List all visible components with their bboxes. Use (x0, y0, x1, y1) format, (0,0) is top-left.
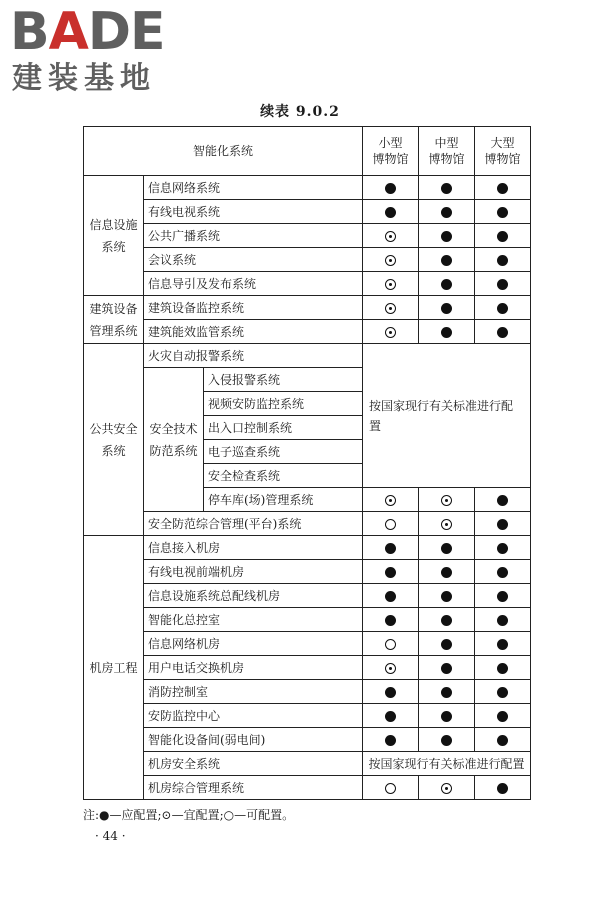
config-cell-small (363, 248, 419, 272)
config-cell-large (475, 248, 531, 272)
config-cell-small (363, 176, 419, 200)
config-dot-icon (385, 687, 396, 698)
config-cell-large (475, 584, 531, 608)
group-building-management: 建筑设备 管理系统 (84, 296, 144, 344)
config-dot-icon (497, 183, 508, 194)
config-dot-icon (385, 543, 396, 554)
item-label: 入侵报警系统 (204, 368, 363, 392)
config-dot-icon (441, 207, 452, 218)
config-cell-medium (419, 488, 475, 512)
table-row (84, 272, 531, 296)
config-dot-icon (497, 663, 508, 674)
config-cell-large (475, 536, 531, 560)
config-cell-large (475, 656, 531, 680)
config-ringdot-icon (385, 255, 396, 266)
config-cell-large (475, 272, 531, 296)
group-security-tech: 安全技术 防范系统 (144, 368, 204, 512)
config-cell-large (475, 680, 531, 704)
config-dot-icon (497, 591, 508, 602)
item-label: 公共广播系统 (144, 224, 363, 248)
config-dot-icon (441, 327, 452, 338)
config-dot-icon (497, 615, 508, 626)
config-dot-icon (497, 519, 508, 530)
config-cell-large (475, 224, 531, 248)
brand-wordmark: BADE (10, 2, 165, 62)
config-cell-small (363, 200, 419, 224)
config-cell-small (363, 584, 419, 608)
config-ringdot-icon (385, 663, 396, 674)
config-dot-icon (441, 567, 452, 578)
config-cell-small (363, 296, 419, 320)
config-ringdot-icon (385, 303, 396, 314)
config-ringdot-icon (385, 231, 396, 242)
config-cell-large (475, 296, 531, 320)
header-system: 智能化系统 (84, 127, 363, 176)
item-label: 停车库(场)管理系统 (204, 488, 363, 512)
table-row (84, 680, 531, 704)
brand-subtitle: 建装基地 (12, 61, 156, 96)
item-label: 信息网络机房 (144, 632, 363, 656)
config-dot-icon (497, 303, 508, 314)
item-label: 信息接入机房 (144, 536, 363, 560)
item-label: 出入口控制系统 (204, 416, 363, 440)
config-cell-small (363, 680, 419, 704)
item-label: 智能化总控室 (144, 608, 363, 632)
table-row (84, 560, 531, 584)
config-dot-icon (385, 711, 396, 722)
table-row (84, 344, 531, 368)
config-dot-icon (385, 567, 396, 578)
config-dot-icon (497, 543, 508, 554)
group-public-security: 公共安全 系统 (84, 344, 144, 536)
config-ringdot-icon (385, 327, 396, 338)
config-dot-icon (441, 183, 452, 194)
config-cell-large (475, 632, 531, 656)
config-dot-icon (441, 639, 452, 650)
config-dot-icon (497, 687, 508, 698)
config-dot-icon (497, 639, 508, 650)
table-row (84, 512, 531, 536)
brand-logo (10, 4, 190, 100)
config-cell-small (363, 488, 419, 512)
config-dot-icon (441, 543, 452, 554)
config-cell-medium (419, 176, 475, 200)
item-label: 信息网络系统 (144, 176, 363, 200)
config-cell-medium (419, 200, 475, 224)
item-label: 机房安全系统 (144, 752, 363, 776)
config-cell-medium (419, 632, 475, 656)
config-dot-icon (497, 711, 508, 722)
header-large: 大型 博物馆 (475, 127, 531, 176)
config-dot-icon (497, 327, 508, 338)
item-label: 安全检查系统 (204, 464, 363, 488)
config-cell-small (363, 704, 419, 728)
config-cell-medium (419, 776, 475, 800)
config-ringdot-icon (385, 279, 396, 290)
table-caption: 续表 9.0.2 (260, 104, 340, 120)
config-cell-large (475, 608, 531, 632)
config-cell-medium (419, 560, 475, 584)
config-ringdot-icon (441, 519, 452, 530)
config-ringdot-icon (441, 495, 452, 506)
config-dot-icon (441, 591, 452, 602)
config-cell-medium (419, 704, 475, 728)
config-cell-small (363, 272, 419, 296)
item-label: 会议系统 (144, 248, 363, 272)
config-dot-icon (497, 495, 508, 506)
config-cell-medium (419, 656, 475, 680)
config-cell-small (363, 536, 419, 560)
config-ring-icon (385, 783, 396, 794)
config-cell-medium (419, 728, 475, 752)
item-label: 信息导引及发布系统 (144, 272, 363, 296)
config-cell-medium (419, 512, 475, 536)
config-dot-icon (385, 615, 396, 626)
config-dot-icon (441, 231, 452, 242)
security-standard-note: 按国家现行有关标准进行配置 (363, 344, 531, 488)
config-cell-medium (419, 224, 475, 248)
config-ringdot-icon (441, 783, 452, 794)
item-label: 建筑能效监管系统 (144, 320, 363, 344)
config-cell-large (475, 320, 531, 344)
item-label: 建筑设备监控系统 (144, 296, 363, 320)
item-label: 安全防范综合管理(平台)系统 (144, 512, 363, 536)
table-row (84, 200, 531, 224)
config-dot-icon (441, 279, 452, 290)
config-dot-icon (441, 711, 452, 722)
config-cell-medium (419, 320, 475, 344)
config-dot-icon (497, 567, 508, 578)
config-cell-large (475, 176, 531, 200)
config-cell-small (363, 632, 419, 656)
config-cell-medium (419, 584, 475, 608)
config-cell-medium (419, 272, 475, 296)
config-cell-large (475, 728, 531, 752)
config-dot-icon (441, 687, 452, 698)
config-dot-icon (497, 231, 508, 242)
config-cell-medium (419, 536, 475, 560)
config-cell-large (475, 560, 531, 584)
table-row (84, 656, 531, 680)
config-cell-large (475, 488, 531, 512)
table-row (84, 608, 531, 632)
item-label: 消防控制室 (144, 680, 363, 704)
config-dot-icon (441, 255, 452, 266)
page-number: · 44 · (95, 829, 126, 843)
config-cell-small (363, 656, 419, 680)
header-small: 小型 博物馆 (363, 127, 419, 176)
config-dot-icon (497, 783, 508, 794)
item-label: 安防监控中心 (144, 704, 363, 728)
table-row (84, 536, 531, 560)
config-cell-small (363, 608, 419, 632)
config-cell-medium (419, 680, 475, 704)
table-header-row (84, 127, 531, 176)
table-row (84, 632, 531, 656)
group-machine-room: 机房工程 (84, 536, 144, 800)
item-label: 机房综合管理系统 (144, 776, 363, 800)
header-medium: 中型 博物馆 (419, 127, 475, 176)
table-row (84, 728, 531, 752)
config-dot-icon (385, 183, 396, 194)
config-cell-large (475, 512, 531, 536)
config-cell-small (363, 224, 419, 248)
table-row (84, 704, 531, 728)
config-dot-icon (497, 279, 508, 290)
machine-security-note: 按国家现行有关标准进行配置 (363, 752, 531, 776)
config-cell-small (363, 320, 419, 344)
item-label: 火灾自动报警系统 (144, 344, 363, 368)
config-dot-icon (385, 591, 396, 602)
config-cell-small (363, 728, 419, 752)
item-label: 有线电视前端机房 (144, 560, 363, 584)
table-row (84, 584, 531, 608)
config-cell-medium (419, 608, 475, 632)
table-row (84, 752, 531, 776)
item-label: 视频安防监控系统 (204, 392, 363, 416)
config-dot-icon (497, 735, 508, 746)
config-cell-medium (419, 248, 475, 272)
table-row (84, 320, 531, 344)
config-ring-icon (385, 639, 396, 650)
config-cell-small (363, 776, 419, 800)
config-dot-icon (385, 207, 396, 218)
item-label: 有线电视系统 (144, 200, 363, 224)
config-cell-large (475, 200, 531, 224)
config-dot-icon (441, 735, 452, 746)
config-ringdot-icon (385, 495, 396, 506)
table-row (84, 176, 531, 200)
config-dot-icon (385, 735, 396, 746)
table-row (84, 224, 531, 248)
config-dot-icon (441, 663, 452, 674)
config-ring-icon (385, 519, 396, 530)
item-label: 智能化设备间(弱电间) (144, 728, 363, 752)
item-label: 信息设施系统总配线机房 (144, 584, 363, 608)
config-cell-medium (419, 296, 475, 320)
config-dot-icon (497, 255, 508, 266)
table-row (84, 296, 531, 320)
config-cell-large (475, 776, 531, 800)
item-label: 电子巡查系统 (204, 440, 363, 464)
item-label: 用户电话交换机房 (144, 656, 363, 680)
config-dot-icon (497, 207, 508, 218)
group-info-facilities: 信息设施 系统 (84, 176, 144, 296)
config-dot-icon (441, 303, 452, 314)
table-footnote: 注:●—应配置;⊙—宜配置;○—可配置。 (83, 808, 295, 822)
config-cell-large (475, 704, 531, 728)
config-cell-small (363, 512, 419, 536)
table-row (84, 776, 531, 800)
config-cell-small (363, 560, 419, 584)
intelligent-systems-table (83, 126, 531, 800)
table-row (84, 248, 531, 272)
config-dot-icon (441, 615, 452, 626)
